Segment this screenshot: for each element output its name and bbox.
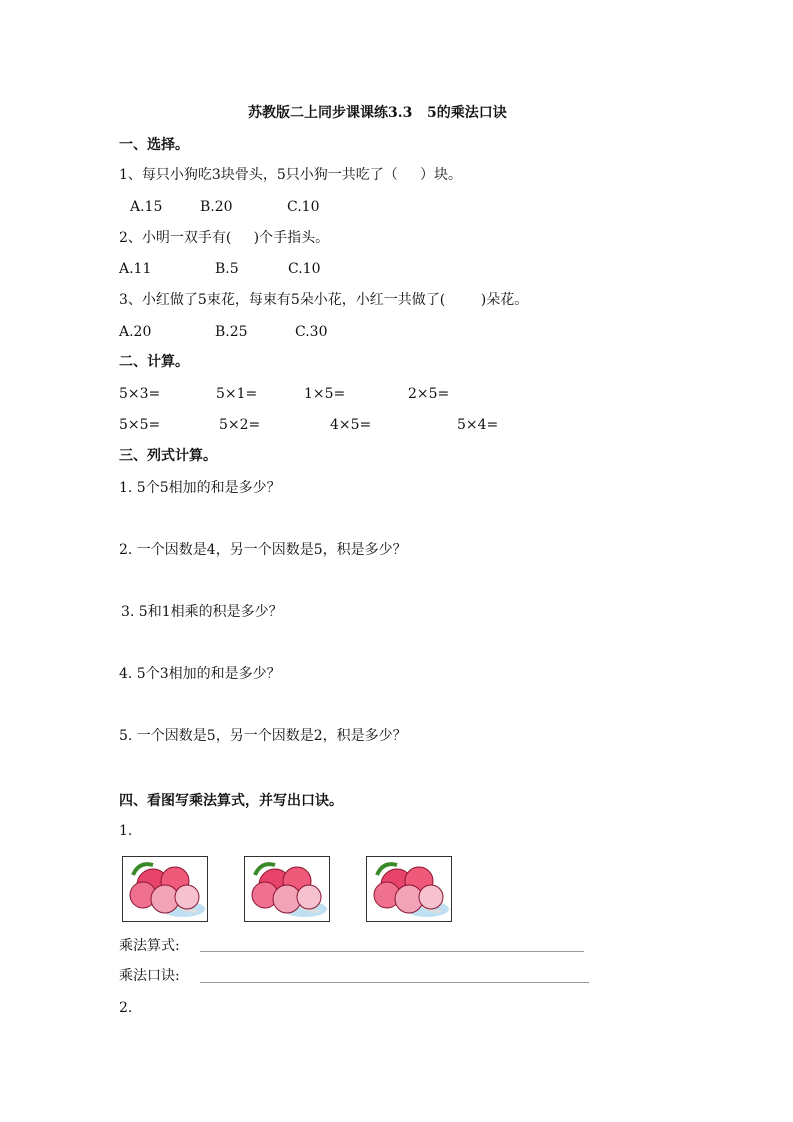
question-3: 3、小红做了5束花，每束有5朵小花，小红一共做了( )朵花。 [119, 292, 529, 308]
calc-item: 2×5= [408, 386, 450, 402]
q1-option-c: C.10 [287, 199, 320, 215]
radish-picture-1 [122, 856, 208, 922]
q3-option-c: C.30 [295, 324, 328, 340]
question-2: 2、小明一双手有( )个手指头。 [119, 230, 330, 246]
radish-bunch-icon [123, 857, 207, 921]
q3-option-b: B.25 [215, 324, 248, 340]
rhyme-answer-line[interactable] [200, 982, 589, 983]
calc-item: 5×1= [216, 386, 258, 402]
calc-item: 5×5= [119, 417, 161, 433]
rhyme-label: 乘法口诀: [119, 968, 180, 984]
q3-option-a: A.20 [119, 324, 152, 340]
radish-bunch-icon [367, 857, 451, 921]
formula-label: 乘法算式: [119, 938, 180, 954]
section3-heading: 三、列式计算。 [119, 448, 217, 464]
item-2-label: 2. [119, 1000, 133, 1016]
question-1: 1、每只小狗吃3块骨头，5只小狗一共吃了（ ）块。 [119, 167, 462, 183]
section2-heading: 二、计算。 [119, 354, 189, 370]
section1-heading: 一、选择。 [119, 137, 189, 153]
formula-answer-line[interactable] [200, 951, 584, 952]
word-problem: 5. 一个因数是5，另一个因数是2，积是多少？ [119, 728, 407, 744]
word-problem: 4. 5个3相加的和是多少？ [119, 666, 281, 682]
q2-option-a: A.11 [119, 261, 152, 277]
radish-picture-3 [366, 856, 452, 922]
section4-heading: 四、看图写乘法算式，并写出口诀。 [119, 793, 343, 809]
q1-option-a: A.15 [130, 199, 163, 215]
calc-item: 5×3= [119, 386, 161, 402]
q1-option-b: B.20 [200, 199, 233, 215]
calc-item: 5×2= [219, 417, 261, 433]
q2-option-b: B.5 [215, 261, 239, 277]
page-title: 苏教版二上同步课课练3.3 5的乘法口诀 [248, 105, 507, 121]
radish-bunch-icon [245, 857, 329, 921]
calc-item: 4×5= [330, 417, 372, 433]
word-problem: 1. 5个5相加的和是多少？ [119, 480, 281, 496]
item-1-label: 1. [119, 823, 133, 839]
calc-item: 5×4= [457, 417, 499, 433]
radish-picture-2 [244, 856, 330, 922]
calc-item: 1×5= [304, 386, 346, 402]
word-problem: 3. 5和1相乘的积是多少？ [121, 604, 283, 620]
word-problem: 2. 一个因数是4，另一个因数是5，积是多少？ [119, 542, 407, 558]
q2-option-c: C.10 [288, 261, 321, 277]
